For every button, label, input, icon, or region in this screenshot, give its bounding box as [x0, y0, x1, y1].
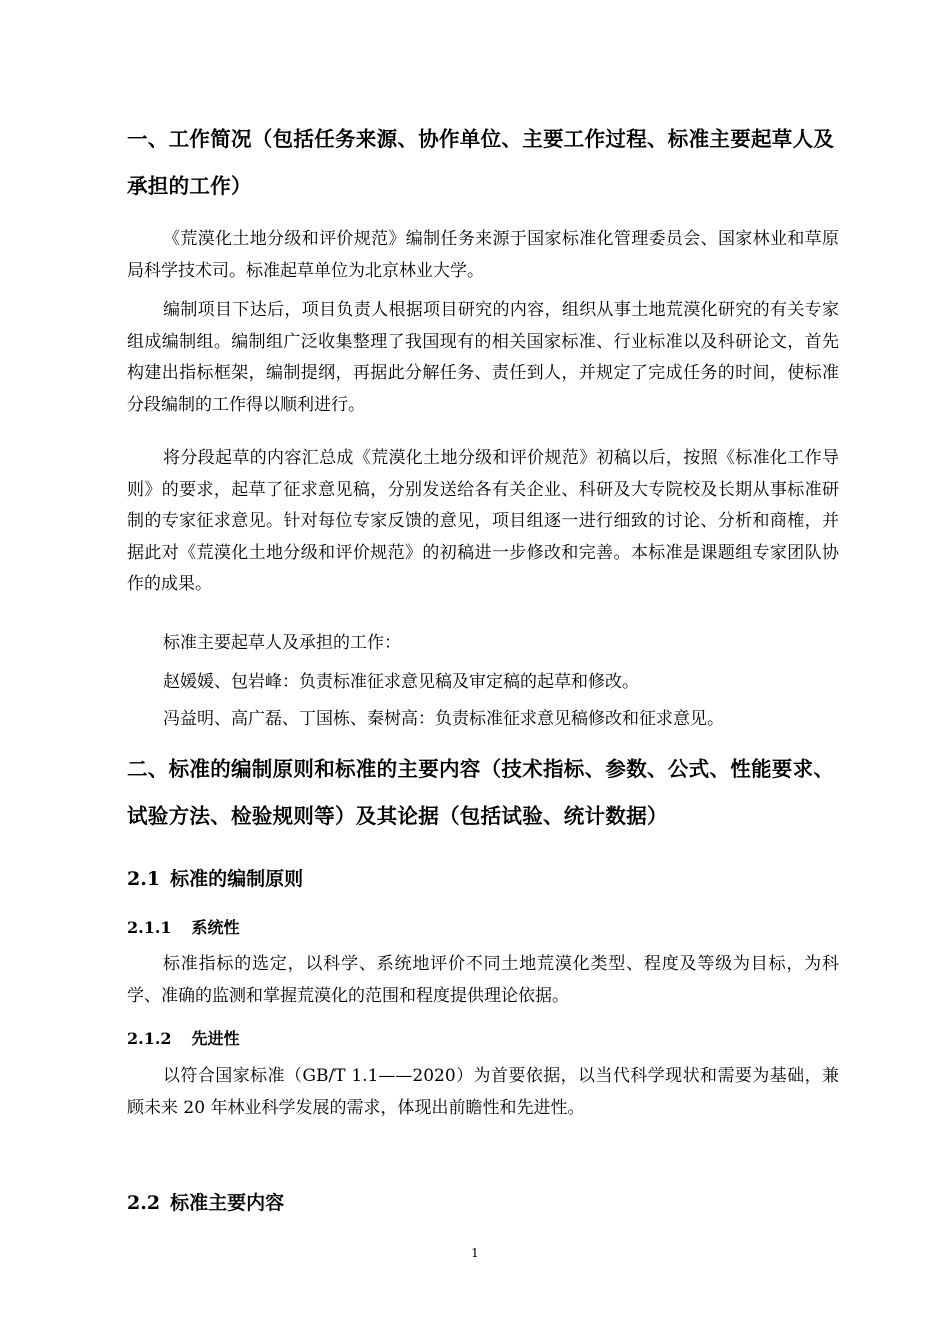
drafter-line-1: 赵媛媛、包岩峰：负责标准征求意见稿及审定稿的起草和修改。 — [163, 672, 639, 692]
item-2-1-1-number: 2.1.1 — [127, 918, 172, 937]
paragraph-systematic: 标准指标的选定，以科学、系统地评价不同土地荒漠化类型、程度及等级为目标，为科学、准确的监测和掌握荒漠化的范围和程度提供理论依据。 — [127, 954, 839, 1006]
paragraph-task-source: 《荒漠化土地分级和评价规范》编制任务来源于国家标准化管理委员会、国家林业和草原局科学技术司。标准起草单位为北京林业大学。 — [127, 229, 839, 281]
drafter-line-2: 冯益明、高广磊、丁国栋、秦树高：负责标准征求意见稿修改和征求意见。 — [163, 709, 724, 729]
subsection-2-1-title: 标准的编制原则 — [170, 868, 304, 890]
item-2-1-2-heading — [127, 1026, 240, 1052]
section-2-heading: 二、标准的编制原则和标准的主要内容（技术指标、参数、公式、性能要求、试验方法、检验规则等）及其论据（包括试验、统计数据） — [127, 757, 835, 828]
paragraph-review-process: 将分段起草的内容汇总成《荒漠化土地分级和评价规范》初稿以后，按照《标准化工作导则》的要求，起草了征求意见稿，分别发送给各有关企业、科研及大专院校及长期从事标准研制的专家征求意见。针对每位专家反馈的意见，项目组逐一进行细致的讨论、分析和商榷，并据此对《荒漠化土地分级和评价规范》的初稿进一步修改和完善。本标准是课题组专家团队协作的成果。 — [127, 448, 839, 594]
paragraph-drafting-process: 编制项目下达后，项目负责人根据项目研究的内容，组织从事土地荒漠化研究的有关专家组成编制组。编制组广泛收集整理了我国现有的相关国家标准、行业标准以及科研论文，首先构建出指标框架，编制提纲，再据此分解任务、责任到人，并规定了完成任务的时间，使标准分段编制的工作得以顺利进行。 — [127, 300, 839, 415]
item-2-1-2-title: 先进性 — [191, 1029, 240, 1048]
section-1-heading: 一、工作简况（包括任务来源、协作单位、主要工作过程、标准主要起草人及承担的工作） — [127, 127, 835, 198]
item-2-1-1-heading — [127, 915, 240, 941]
item-2-1-1-title: 系统性 — [191, 918, 240, 937]
subsection-2-2-heading — [127, 1188, 284, 1218]
subsection-2-2-title: 标准主要内容 — [170, 1192, 285, 1214]
subsection-2-2-number: 2.2 — [127, 1192, 161, 1214]
subsection-2-1-heading — [127, 864, 303, 894]
subsection-2-1-number: 2.1 — [127, 868, 161, 890]
page-number: 1 — [471, 1246, 479, 1260]
drafters-intro: 标准主要起草人及承担的工作： — [163, 633, 401, 653]
item-2-1-2-number: 2.1.2 — [127, 1029, 172, 1048]
paragraph-advanced: 以符合国家标准（GB/T 1.1——2020）为首要依据，以当代科学现状和需要为基础，兼顾未来 20 年林业科学发展的需求，体现出前瞻性和先进性。 — [127, 1066, 839, 1118]
